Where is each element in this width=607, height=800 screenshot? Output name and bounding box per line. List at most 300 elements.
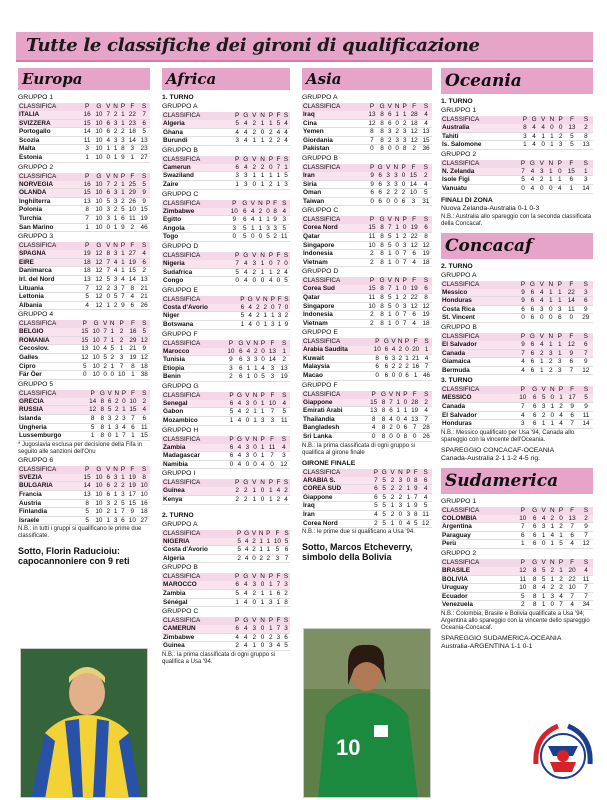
- group-name: GRUPPO D: [302, 268, 339, 276]
- stat-cell: 22: [408, 293, 420, 302]
- stat-cell: 19: [420, 311, 432, 320]
- stat-cell: 2: [389, 477, 397, 485]
- column-header: CLASSIFICA: [441, 333, 519, 341]
- column-header: N: [262, 295, 268, 303]
- oceania-turno-1: 1. TURNO: [441, 98, 473, 105]
- stat-cell: 4: [243, 546, 251, 555]
- stat-cell: 11: [266, 444, 277, 452]
- team-name: Giordania: [302, 136, 366, 145]
- stat-cell: 36: [420, 145, 432, 154]
- stat-cell: 4: [112, 258, 120, 267]
- stat-cell: 2: [539, 411, 547, 420]
- column-header: CLASSIFICA: [302, 164, 368, 172]
- stat-cell: 15: [79, 328, 90, 336]
- stat-cell: 5: [110, 345, 115, 353]
- standings-group: [441, 550, 593, 610]
- stat-cell: 1: [87, 432, 98, 441]
- table-row: [441, 176, 593, 185]
- team-name: BELGIO: [18, 328, 79, 336]
- stat-cell: 1: [258, 260, 267, 268]
- table-header-row: [302, 216, 432, 224]
- table-row: [162, 120, 290, 128]
- stat-cell: 0: [110, 371, 115, 379]
- stat-cell: 22: [408, 232, 420, 241]
- stat-cell: 3: [112, 119, 120, 128]
- stat-cell: 2: [267, 180, 275, 189]
- stat-cell: 0: [267, 260, 275, 268]
- stat-cell: 8: [420, 293, 432, 302]
- stat-cell: 1: [81, 153, 93, 162]
- stat-cell: 0: [539, 141, 547, 150]
- stat-cell: 1: [537, 366, 546, 375]
- page-title-bar: [16, 32, 593, 62]
- stat-cell: 3: [402, 128, 407, 136]
- stat-cell: 8: [81, 206, 93, 215]
- team-name: Qatar: [302, 232, 366, 241]
- concacaf-groups-turno2: [441, 272, 593, 376]
- table-row: [302, 302, 432, 311]
- stat-cell: 3: [521, 132, 529, 141]
- stat-cell: 3: [241, 172, 250, 181]
- table-row: [18, 189, 150, 198]
- table-row: [162, 208, 290, 216]
- stat-cell: 2: [408, 145, 420, 154]
- stat-cell: 2: [398, 354, 403, 362]
- column-header: G: [379, 277, 385, 285]
- stat-cell: 8: [106, 250, 111, 258]
- stat-cell: 13: [579, 141, 593, 150]
- stat-cell: 13: [565, 515, 579, 523]
- column-header: F: [409, 391, 421, 399]
- column-header: V: [391, 338, 396, 346]
- stat-cell: 0: [103, 371, 107, 379]
- stat-cell: 6: [527, 366, 537, 375]
- stat-cell: 0: [393, 119, 401, 128]
- stat-cell: 1: [393, 293, 401, 302]
- stat-cell: 4: [122, 423, 126, 431]
- standings-table: [302, 164, 432, 206]
- team-name: Tahiti: [441, 132, 521, 141]
- stat-cell: 2: [557, 402, 565, 411]
- standings-table: [18, 390, 150, 441]
- stat-cell: 4: [246, 347, 251, 355]
- column-header: CLASSIFICA: [18, 466, 81, 474]
- stat-cell: 2: [398, 346, 403, 354]
- team-name: Pakistan: [302, 145, 366, 154]
- table-row: [302, 363, 432, 372]
- column-header: G: [530, 507, 540, 515]
- stat-cell: 4: [246, 304, 254, 312]
- stat-cell: 3: [228, 224, 240, 233]
- standings-group: [302, 207, 432, 267]
- stat-cell: 5: [519, 176, 528, 185]
- column-header: P: [516, 386, 530, 394]
- stat-cell: 4: [420, 407, 432, 416]
- stat-cell: 6: [408, 250, 420, 259]
- stat-cell: 6: [138, 258, 150, 267]
- table-row: [162, 277, 290, 286]
- column-header: G: [238, 339, 244, 347]
- team-name: EIRE: [18, 258, 81, 267]
- stat-cell: 8: [98, 406, 106, 415]
- stat-cell: 3: [548, 592, 557, 601]
- table-row: [18, 267, 150, 276]
- stat-cell: 6: [127, 423, 138, 432]
- stat-cell: 11: [278, 233, 290, 242]
- stat-cell: 0: [229, 460, 234, 468]
- stat-cell: 1: [106, 145, 111, 153]
- stat-cell: 19: [278, 373, 290, 382]
- stat-cell: 7: [103, 336, 107, 344]
- stat-cell: 6: [383, 346, 391, 354]
- column-header: N: [113, 242, 118, 250]
- stat-cell: 2: [250, 164, 258, 172]
- standings-table: [302, 469, 432, 529]
- stat-cell: 3: [112, 136, 120, 145]
- stat-cell: 14: [564, 297, 578, 306]
- standings-group: [162, 427, 290, 470]
- stat-cell: 2: [405, 363, 409, 371]
- stat-cell: 4: [408, 319, 420, 328]
- stat-cell: 8: [530, 567, 540, 575]
- stat-cell: 8: [378, 311, 386, 320]
- column-header: V: [252, 573, 257, 581]
- column-header: F: [565, 559, 579, 567]
- stat-cell: 11: [419, 511, 432, 520]
- standings-table: [162, 200, 290, 242]
- table-row: [18, 258, 150, 267]
- stat-cell: 1: [121, 180, 125, 188]
- team-name: Angola: [162, 224, 228, 233]
- column-header: CLASSIFICA: [18, 242, 81, 250]
- team-name: Nigeria: [162, 260, 233, 268]
- column-header: P: [557, 386, 565, 394]
- stat-cell: 10: [90, 362, 101, 371]
- stat-cell: 3: [555, 305, 564, 314]
- stat-cell: 3: [112, 189, 120, 198]
- column-header: S: [139, 390, 150, 398]
- stat-cell: 16: [138, 499, 150, 508]
- stat-cell: 4: [278, 444, 290, 452]
- stat-cell: 5: [81, 293, 93, 302]
- stat-cell: 11: [279, 417, 290, 426]
- stat-cell: 0: [402, 285, 407, 293]
- table-header-row: [441, 559, 593, 567]
- standings-group: [162, 103, 290, 146]
- table-row: [18, 432, 150, 441]
- team-name: Marocco: [162, 348, 225, 356]
- team-name: Thailandia: [302, 415, 368, 424]
- stat-cell: 5: [240, 224, 249, 233]
- stat-cell: 0: [270, 303, 275, 311]
- table-row: [18, 371, 150, 380]
- table-row: [162, 233, 290, 242]
- stat-cell: 0: [366, 145, 378, 154]
- stat-cell: 5: [516, 592, 530, 601]
- column-header: N: [397, 338, 403, 346]
- stat-cell: 2: [233, 642, 241, 651]
- stat-cell: 2: [112, 181, 120, 189]
- team-name: Israele: [18, 516, 81, 525]
- table-row: [18, 293, 150, 302]
- stat-cell: 6: [564, 358, 578, 367]
- stat-cell: 8: [121, 145, 125, 153]
- stat-cell: 3: [250, 625, 258, 633]
- team-name: Cina: [302, 119, 366, 128]
- column-header: P: [260, 435, 265, 443]
- stat-cell: 6: [106, 128, 111, 136]
- stat-cell: 0: [276, 277, 281, 285]
- stat-cell: 1: [266, 546, 271, 554]
- team-name: Burundi: [162, 137, 233, 146]
- column-header: P: [235, 479, 240, 487]
- raducioiu-illustration: [21, 649, 148, 798]
- column-header: N: [394, 103, 400, 110]
- stat-cell: 7: [516, 402, 530, 411]
- column-header: V: [106, 242, 111, 250]
- column-header: P: [120, 465, 126, 473]
- stat-cell: 0: [258, 277, 267, 286]
- stat-cell: 1: [557, 567, 565, 575]
- team-name: Francia: [18, 491, 81, 500]
- column-header: V: [539, 116, 547, 124]
- stat-cell: 1: [260, 399, 265, 407]
- group-name: GRUPPO D: [162, 242, 199, 250]
- stat-cell: 1: [546, 168, 555, 176]
- column-header: P: [268, 479, 273, 487]
- stat-cell: 14: [579, 420, 593, 429]
- stat-cell: 1: [267, 625, 275, 633]
- stat-cell: 3: [402, 136, 407, 144]
- stat-cell: 1: [388, 319, 392, 327]
- stat-cell: 2: [402, 232, 407, 240]
- table-row: [441, 402, 593, 411]
- stat-cell: 6: [530, 402, 540, 411]
- stat-cell: 3: [112, 284, 120, 293]
- table-row: [441, 168, 593, 176]
- table-row: [441, 314, 593, 323]
- stat-cell: 2: [116, 328, 127, 336]
- team-name: MAROCCO: [162, 581, 233, 589]
- team-name: Zaire: [162, 180, 233, 189]
- stat-cell: 7: [284, 554, 289, 562]
- stat-cell: 5: [229, 408, 234, 416]
- standings-table: [162, 296, 290, 330]
- column-header: CLASSIFICA: [441, 160, 519, 168]
- stat-cell: 1: [258, 268, 267, 277]
- team-name: Botswana: [162, 320, 239, 329]
- team-name: San Marino: [18, 223, 81, 232]
- table-row: [18, 474, 150, 482]
- table-header-row: [162, 112, 290, 120]
- stat-cell: 1: [403, 407, 408, 415]
- stat-cell: 7: [519, 349, 528, 358]
- stat-cell: 2: [261, 304, 269, 312]
- stat-cell: 4: [235, 408, 244, 417]
- stat-cell: 0: [256, 233, 264, 242]
- standings-table: [18, 103, 150, 163]
- column-header: F: [276, 479, 281, 487]
- stat-cell: 0: [564, 314, 578, 323]
- standings-table: [441, 116, 593, 150]
- stat-cell: 7: [81, 214, 93, 223]
- group-name: GRUPPO 6: [18, 456, 54, 464]
- stat-cell: 1: [277, 320, 282, 328]
- team-name: Costa d'Avorio: [162, 304, 239, 312]
- group-name: GRUPPO C: [162, 190, 199, 198]
- column-header: V: [388, 390, 394, 398]
- stat-cell: 0: [267, 164, 275, 172]
- stat-cell: 6: [555, 314, 564, 323]
- standings-table: [302, 103, 432, 154]
- stat-cell: 4: [282, 120, 290, 128]
- stat-cell: 15: [368, 399, 380, 407]
- column-header: P: [402, 216, 407, 224]
- stat-cell: 0: [266, 460, 277, 469]
- column-header: CLASSIFICA: [162, 156, 233, 164]
- stat-cell: 8: [378, 232, 386, 241]
- stat-cell: 21: [138, 284, 150, 293]
- africa-note: N.B.: la prima classificata di ogni gruppo si qualifica a Usa '94.: [162, 651, 276, 665]
- column-header: CLASSIFICA: [441, 386, 516, 394]
- stat-cell: 5: [420, 189, 432, 198]
- stat-cell: 4: [372, 511, 380, 520]
- stat-cell: 18: [420, 319, 432, 328]
- africa-groups-turno1: [162, 103, 290, 505]
- table-row: [302, 354, 432, 363]
- stat-cell: 28: [408, 111, 420, 119]
- group-name: GRUPPO A: [441, 271, 477, 279]
- stat-cell: 2: [282, 487, 290, 495]
- stat-cell: 6: [564, 176, 578, 185]
- stat-cell: 0: [251, 452, 259, 461]
- stat-cell: 0: [537, 184, 546, 193]
- stat-cell: 6: [229, 452, 234, 460]
- table-row: [302, 232, 432, 241]
- stat-cell: 4: [246, 320, 254, 329]
- stat-cell: 0: [251, 400, 259, 408]
- column-header: N: [394, 277, 400, 285]
- table-header-row: [302, 164, 432, 172]
- stat-cell: 9: [228, 216, 240, 225]
- team-name: El Salvador: [441, 411, 516, 420]
- stat-cell: 1: [557, 394, 565, 402]
- stat-cell: 1: [388, 258, 392, 266]
- stat-cell: 5: [139, 328, 150, 336]
- team-name: Australia: [441, 124, 521, 132]
- column-header: G: [93, 466, 105, 474]
- stat-cell: 7: [81, 284, 93, 293]
- stat-cell: 10: [93, 197, 105, 206]
- table-row: [441, 305, 593, 314]
- stat-cell: 3: [579, 176, 593, 185]
- column-header: V: [106, 103, 111, 110]
- stat-cell: 0: [409, 433, 421, 442]
- stat-cell: 3: [278, 216, 290, 225]
- stat-cell: 6: [106, 189, 111, 197]
- stat-cell: 2: [114, 397, 119, 405]
- stat-cell: 10: [93, 119, 105, 128]
- stat-cell: 5: [81, 508, 93, 517]
- column-header: P: [81, 242, 93, 250]
- table-row: [441, 141, 593, 150]
- stat-cell: 5: [237, 546, 241, 554]
- stat-cell: 6: [527, 341, 537, 349]
- stat-cell: 17: [126, 491, 138, 500]
- table-row: [18, 491, 150, 500]
- stat-cell: 4: [235, 460, 244, 469]
- column-header: G: [244, 529, 250, 537]
- column-header: CLASSIFICA: [302, 277, 366, 285]
- stat-cell: 10: [93, 474, 105, 482]
- stat-cell: 26: [420, 433, 432, 442]
- stat-cell: 11: [139, 423, 150, 432]
- team-name: Lussemburgo: [18, 432, 87, 441]
- stat-cell: 8: [379, 433, 387, 442]
- column-header: CLASSIFICA: [441, 507, 516, 515]
- world-cup-94-logo-icon: [528, 716, 598, 794]
- column-header: F: [276, 573, 281, 581]
- standings-group: [18, 381, 150, 456]
- stat-cell: 7: [122, 432, 126, 440]
- asia-title: Asia: [302, 68, 432, 90]
- team-name: Zambia: [162, 590, 233, 599]
- table-row: [441, 366, 593, 375]
- stat-cell: 6: [408, 311, 420, 320]
- stat-cell: 7: [402, 311, 407, 319]
- stat-cell: 7: [516, 523, 530, 532]
- stat-cell: 5: [233, 120, 241, 128]
- column-header: P: [270, 295, 275, 303]
- table-row: [18, 406, 150, 415]
- stat-cell: 2: [121, 482, 125, 490]
- stat-cell: 2: [112, 206, 120, 215]
- stat-cell: 1: [110, 336, 115, 344]
- stat-cell: 12: [93, 293, 105, 302]
- stat-cell: 1: [240, 320, 245, 328]
- team-name: Namibia: [162, 460, 228, 469]
- stat-cell: 13: [138, 136, 150, 145]
- stat-cell: 7: [388, 285, 392, 293]
- team-name: Galles: [18, 354, 79, 363]
- team-name: Honduras: [441, 420, 516, 429]
- stat-cell: 12: [93, 275, 105, 284]
- stat-cell: 4: [516, 411, 530, 420]
- stat-cell: 2: [112, 482, 120, 491]
- stat-cell: 1: [539, 420, 547, 429]
- stat-cell: 18: [81, 267, 93, 276]
- column-header: F: [408, 216, 420, 224]
- stat-cell: 4: [557, 420, 565, 429]
- column-header: P: [519, 281, 528, 289]
- column-header: G: [379, 103, 385, 110]
- concacaf-turno-3: 3. TURNO: [441, 377, 473, 385]
- table-header-row: [162, 573, 290, 581]
- table-row: [18, 223, 150, 232]
- column-header: N: [109, 320, 115, 328]
- stat-cell: 8: [530, 584, 540, 593]
- table-row: [162, 452, 290, 461]
- stat-cell: 2: [537, 176, 546, 185]
- standings-group: [162, 521, 290, 564]
- stat-cell: 4: [539, 515, 547, 523]
- stat-cell: 4: [389, 415, 393, 423]
- stat-cell: 3: [556, 141, 564, 150]
- table-row: [441, 341, 593, 349]
- table-row: [302, 424, 432, 433]
- column-header: S: [579, 386, 593, 394]
- stat-cell: 1: [261, 320, 269, 329]
